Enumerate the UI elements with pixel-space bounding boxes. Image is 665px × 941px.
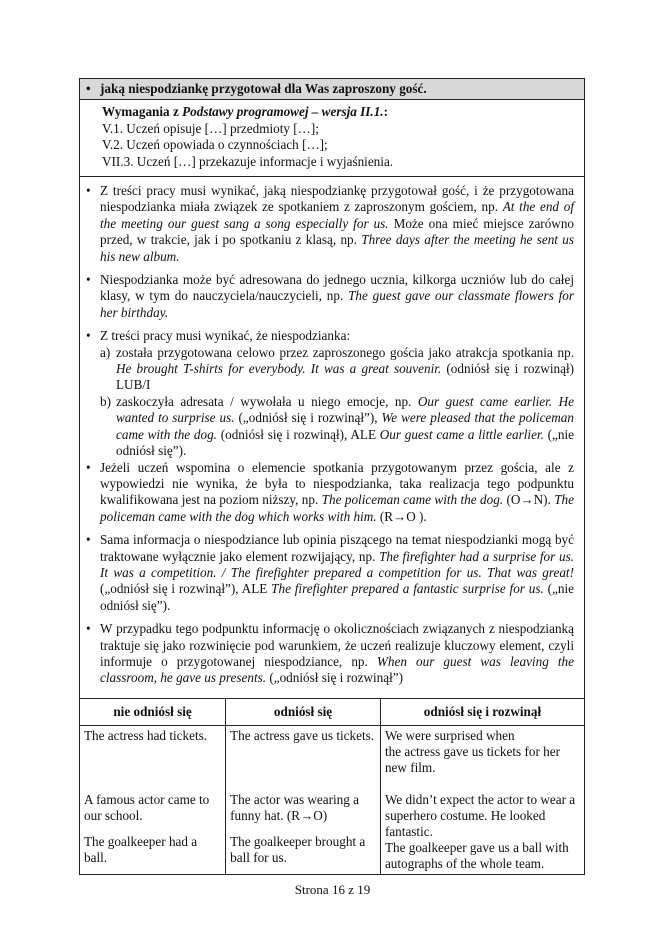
criteria-item [86, 183, 574, 265]
requirements-title [102, 104, 562, 121]
criteria-body [100, 532, 574, 614]
requirements-title-end: : [383, 104, 389, 119]
criteria-subitem [100, 394, 574, 460]
criteria-item [86, 272, 574, 321]
example-sentence: The guest gave our classmate flowers for her birthday. [100, 288, 574, 320]
header-addressed: odniósł się [226, 698, 381, 725]
criteria-text: została przygotowana celowo przez zaproszonego gościa jako atrakcja spotkania np. [116, 344, 574, 360]
example-sentence: Our guest came a little earlier. [379, 426, 544, 442]
criteria-text: Może ona mieć miejsce zarówno przed, w trakcie, jak i po spotkaniu z klasą, np. [100, 215, 575, 248]
requirements-title-italic: Podstawy programowej – wersja II.1. [182, 104, 384, 119]
criteria-item [86, 328, 574, 459]
criteria-text: Sama informacja o niespodziance lub opinia piszącego na temat niespodzianki mogą być traktowane wyłącznie jako element rozwijający, np. [100, 532, 574, 564]
criteria-text: (R→O ). [376, 508, 427, 524]
example-text: We didn’t expect the actor to wear a superhero costume. He looked fantastic. [384, 791, 576, 839]
example-text: The goalkeeper gave us a ball with autographs of the whole team. [384, 839, 569, 871]
example-text: The actress had tickets. [84, 727, 208, 743]
example-sentence: At the end of the meeting our guest sang a song especially for us. [100, 199, 574, 231]
examples-table [79, 698, 585, 875]
criteria-text: („nie odniósł się”). [116, 426, 575, 459]
example-sentence: The firefighter prepared a fantastic surprise for us. [271, 581, 544, 597]
table-row [80, 725, 585, 874]
cell-addressed [226, 725, 381, 874]
criteria-body [100, 328, 574, 459]
bullet-icon: • [86, 621, 91, 637]
requirements-title-prefix: Wymagania z [102, 104, 183, 119]
requirement-line: V.2. Uczeń opowiada o czynnościach […]; [102, 137, 328, 152]
criteria-box [79, 78, 585, 698]
criteria-body [100, 460, 574, 526]
criteria-body [100, 621, 574, 687]
example-text: The goalkeeper brought a ball for us. [230, 833, 366, 865]
bullet-icon: • [86, 81, 91, 96]
example-text: The actress gave us tickets. [230, 727, 375, 743]
task-title: jaką niespodziankę przygotował dla Was zaproszony gość. [100, 81, 427, 96]
bullet-icon: • [86, 183, 91, 198]
bullet-icon: • [86, 328, 91, 344]
criteria-text: (odniósł się i rozwinął) LUB/I [116, 361, 574, 393]
criteria-item [86, 621, 574, 687]
bullet-icon: • [86, 272, 91, 288]
header-not-addressed: nie odniósł się [80, 698, 226, 725]
table-header-row [80, 698, 585, 725]
criteria-item [86, 460, 574, 526]
criteria-text: („nie odniósł się”). [100, 581, 575, 613]
criteria-body [100, 183, 574, 265]
criteria-text: Z treści pracy musi wynikać, jaką niespodziankę przygotował gość, i że przygotowana niespodzianka miała związek ze spotkaniem z zaproszonym gościem, np. [100, 183, 574, 215]
task-header [80, 79, 584, 100]
criteria-subitem [100, 345, 574, 394]
criteria-text: Niespodzianka może być adresowana do jednego ucznia, kilkorga uczniów lub do całej klasy, w tym do nauczyciela/nauczycieli, np. [100, 272, 574, 304]
criteria-text: (odniósł się i rozwinął), ALE [216, 426, 380, 442]
document-page [79, 78, 585, 875]
cell-not-addressed [80, 725, 226, 874]
bullet-icon: • [86, 532, 91, 548]
page-number: Strona 16 z 19 [294, 882, 371, 897]
example-sentence: When our guest was leaving the classroom, he gave us presents. [100, 653, 574, 686]
criteria-text: („odniósł się i rozwinął”) [266, 670, 404, 686]
requirement-line: VII.3. Uczeń […] przekazuje informacje i wyjaśnienia. [102, 153, 394, 169]
example-text: A famous actor came to our school. [84, 791, 210, 823]
requirement-line: V.1. Uczeń opisuje […] przedmioty […]; [102, 120, 319, 136]
bullet-icon: • [86, 459, 91, 475]
criteria-text: („odniósł się i rozwinął”), [234, 410, 382, 426]
example-text: We were surprised when [384, 727, 515, 743]
example-text: the actress gave us tickets for her new film. [384, 743, 560, 775]
example-sentence: The policeman came with the dog which works with him. [100, 492, 574, 524]
example-sentence: Three days after the meeting he sent us his new album. [100, 232, 574, 264]
subitem-label: b) [100, 393, 111, 409]
criteria-text: zaskoczyła adresata / wywołała u niego emocje, np. [116, 393, 418, 409]
criteria-item [86, 532, 574, 614]
header-addressed-developed: odniósł się i rozwinął [380, 698, 584, 725]
example-sentence: The firefighter had a surprise for us. It was a competition. / The firefighter prepared a competition for us. That was great! [100, 548, 574, 580]
example-text: The goalkeeper had a ball. [84, 833, 198, 865]
criteria-body [100, 272, 574, 321]
requirements-block [80, 100, 584, 177]
example-sentence: The policeman came with the dog. [321, 492, 504, 508]
example-sentence: He brought T-shirts for everybody. It was a great souvenir. [116, 361, 442, 377]
example-text: The actor was wearing a funny hat. (R→O) [230, 791, 360, 823]
example-sentence: We were pleased that the policeman came with the dog. [116, 410, 574, 442]
subitem-label: a) [100, 344, 111, 360]
criteria-text: Z treści pracy musi wynikać, że niespodzianka: [100, 328, 351, 344]
criteria-text: Jeżeli uczeń wspomina o elemencie spotkania przygotowanym przez gościa, ale z wypowiedzi nie wynika, że była to niespodzianka, taka realizacja tego podpunktu kwalifikowana jest na poziom niższy, np. [100, 459, 574, 508]
cell-addressed-developed [380, 725, 584, 874]
criteria-list [80, 177, 584, 698]
criteria-text: W przypadku tego podpunktu informację o okolicznościach związanych z niespodzianką traktuje się jako rozwinięcie pod warunkiem, że uczeń realizuje kluczowy element, czyli informuje o przygotowanej niespodziance, np. [100, 621, 574, 669]
criteria-text: (O→N). [503, 492, 555, 508]
criteria-text: („odniósł się i rozwinął”), ALE [100, 581, 272, 597]
example-sentence: Our guest came earlier. He wanted to surprise us. [116, 393, 574, 426]
